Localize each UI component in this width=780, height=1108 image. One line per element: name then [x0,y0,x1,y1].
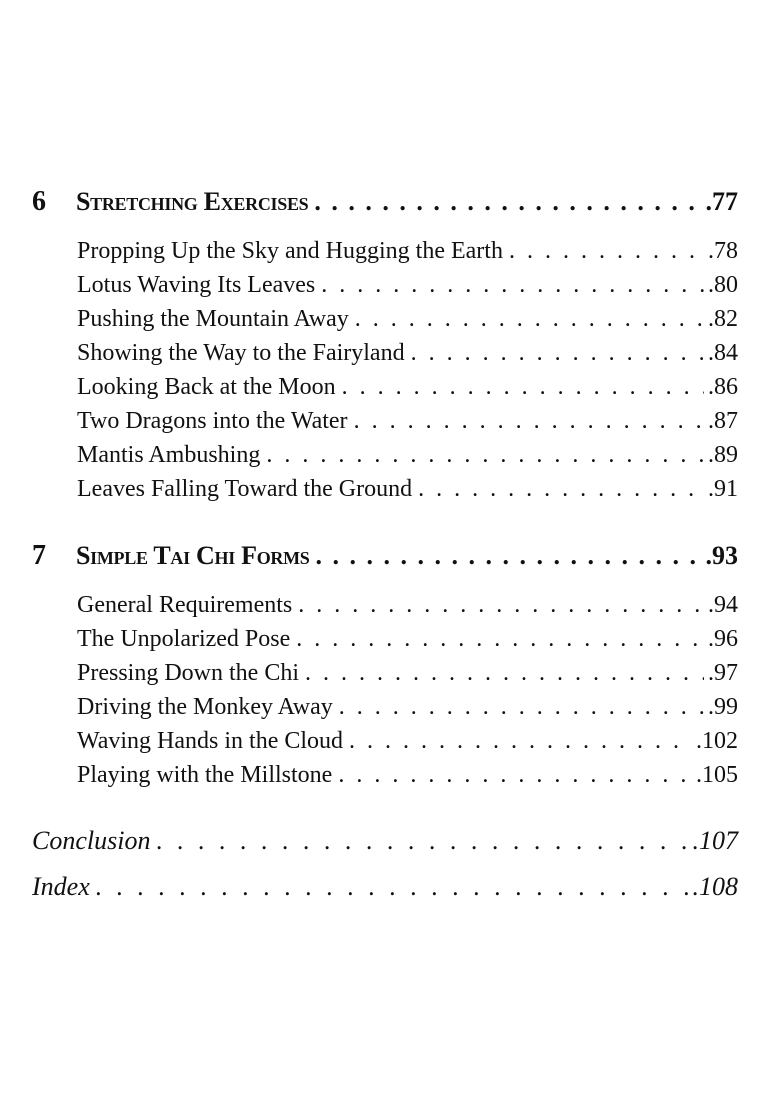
entry-page-number: .82 [708,306,738,332]
entry-title: Leaves Falling Toward the Ground [77,476,413,502]
dot-leader [296,626,704,653]
dot-leader [411,340,704,367]
toc-entry[interactable] [77,728,738,762]
entry-title: Pushing the Mountain Away [77,306,349,332]
entry-title: Showing the Way to the Fairyland [77,340,405,366]
dot-leader [342,374,704,401]
dot-leader [96,872,689,902]
chapter-page-number: .93 [705,541,738,570]
entry-page-number: .105 [696,762,738,788]
entry-page-number: .78 [708,238,738,264]
dot-leader [354,408,704,435]
entry-page-number: .94 [708,592,738,618]
dot-leader [156,826,688,856]
dot-leader [314,187,701,217]
toc-entry[interactable] [77,238,738,272]
toc-entry[interactable] [77,442,738,476]
toc-entry[interactable] [77,340,738,374]
entry-page-number: .87 [708,408,738,434]
entry-title: Propping Up the Sky and Hugging the Earth [77,238,503,264]
entry-title: Index [32,872,90,901]
entry-title: Pressing Down the Chi [77,660,299,686]
chapter-number: 6 [32,186,46,217]
dot-leader [509,238,704,265]
chapter-number: 7 [32,540,46,571]
entry-title: General Requirements [77,592,293,618]
entry-title: Waving Hands in the Cloud [77,728,344,754]
entry-title: Driving the Monkey Away [77,694,333,720]
dot-leader [349,728,692,755]
entry-title: Mantis Ambushing [77,442,261,468]
dot-leader [338,762,692,789]
entry-title: Playing with the Millstone [77,762,333,788]
entry-page-number: .91 [708,476,738,502]
chapter-heading [32,540,738,580]
toc-entry[interactable] [77,694,738,728]
dot-leader [339,694,704,721]
dot-leader [266,442,704,469]
dot-leader [355,306,704,333]
toc-entry[interactable] [77,592,738,626]
toc-entry[interactable] [77,306,738,340]
entry-page-number: .97 [708,660,738,686]
toc-entry[interactable] [77,272,738,306]
dot-leader [316,541,702,571]
chapter-title: Stretching Exercises [76,187,309,216]
entry-page-number: .107 [692,826,738,855]
chapter-page-number: .77 [705,187,738,216]
toc-entry[interactable] [77,374,738,408]
toc-entry[interactable] [77,762,738,796]
chapter-heading [32,186,738,226]
entry-page-number: .80 [708,272,738,298]
toc-entry[interactable] [77,408,738,442]
entry-page-number: .108 [692,872,738,901]
section-list [77,238,738,510]
toc-entry[interactable] [77,626,738,660]
chapter-title: Simple Tai Chi Forms [76,541,310,570]
dot-leader [321,272,704,299]
entry-page-number: .86 [708,374,738,400]
entry-page-number: .96 [708,626,738,652]
entry-title: Two Dragons into the Water [77,408,348,434]
toc-entry[interactable] [77,476,738,510]
dot-leader [418,476,704,503]
entry-page-number: .99 [708,694,738,720]
entry-title: Lotus Waving Its Leaves [77,272,316,298]
chapter-6 [32,186,738,510]
section-list [77,592,738,796]
toc-entry[interactable] [77,660,738,694]
toc-entry-conclusion[interactable] [32,826,738,872]
back-matter [32,826,738,918]
entry-page-number: .102 [696,728,738,754]
entry-title: Looking Back at the Moon [77,374,336,400]
dot-leader [298,592,704,619]
entry-title: Conclusion [32,826,151,855]
entry-page-number: .89 [708,442,738,468]
chapter-7 [32,540,738,796]
toc-entry-index[interactable] [32,872,738,918]
entry-page-number: .84 [708,340,738,366]
entry-title: The Unpolarized Pose [77,626,291,652]
dot-leader [305,660,704,687]
